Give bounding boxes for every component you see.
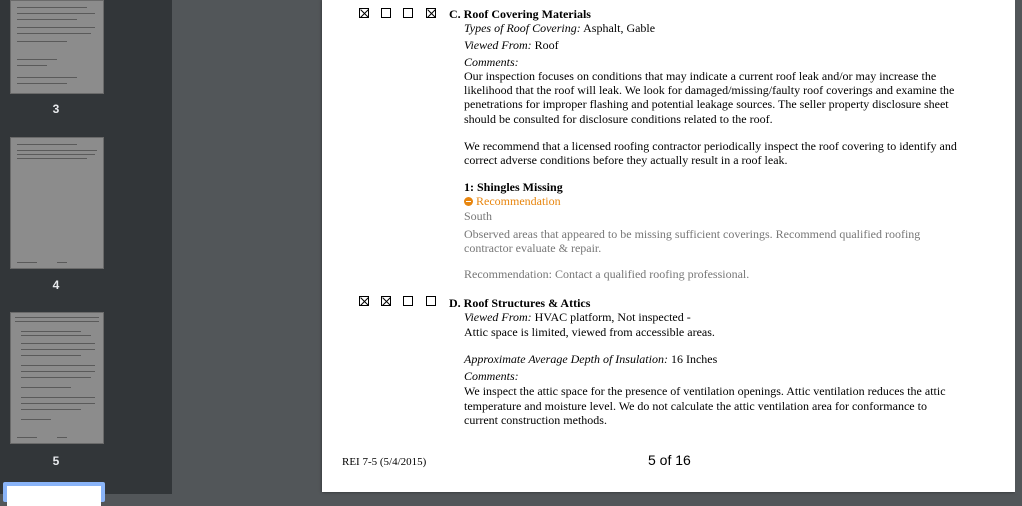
thumbnail-number: 5 xyxy=(52,454,60,468)
thumbnail-number: 3 xyxy=(52,102,60,116)
page-indicator: 5 of 16 xyxy=(648,452,691,468)
checkbox-not-inspected xyxy=(381,296,391,306)
form-id: REI 7-5 (5/4/2015) xyxy=(342,456,427,468)
comment-paragraph-line: We recommend that a licensed roofing contractor periodically inspect the roof covering to identify and xyxy=(464,139,957,153)
checkbox-not-present xyxy=(403,296,413,306)
comment-paragraph-line: correct adverse conditions before they actually result in a roof leak. xyxy=(464,153,788,167)
viewed-from: Viewed From: HVAC platform, Not inspected - xyxy=(464,310,691,324)
comment-paragraph-line: temperature and moisture level. We do not calculate the attic ventilation area for conformance to xyxy=(464,399,927,413)
page-thumbnail-5[interactable] xyxy=(10,312,104,444)
insulation-depth: Approximate Average Depth of Insulation: 16 Inches xyxy=(464,352,718,366)
checkbox-not-present xyxy=(403,8,413,18)
thumbnail-number: 4 xyxy=(52,278,60,292)
checkbox-inspected xyxy=(359,296,369,306)
issue-description-line: contractor evaluate & repair. xyxy=(464,241,602,255)
issue-recommendation: Recommendation: Contact a qualified roofing professional. xyxy=(464,267,750,281)
page-thumbnail-4[interactable] xyxy=(10,137,104,269)
issue-description-line: Observed areas that appeared to be missing sufficient coverings. Recommend qualified roofing xyxy=(464,227,921,241)
attic-note: Attic space is limited, viewed from accessible areas. xyxy=(464,325,715,339)
issue-location: South xyxy=(464,209,493,223)
comment-paragraph-line: penetrations for improper flashing and potential leakage sources. The seller property disclosure sheet xyxy=(464,97,949,111)
document-page xyxy=(322,0,1015,492)
viewed-from: Viewed From: Roof xyxy=(464,38,559,52)
page-thumbnail-6-selected[interactable] xyxy=(3,482,105,502)
recommendation-tag: Recommendation xyxy=(464,194,561,208)
comment-paragraph-line: current construction methods. xyxy=(464,413,607,427)
section-title: D. Roof Structures & Attics xyxy=(449,296,591,310)
comment-paragraph-line: We inspect the attic space for the presence of ventilation openings. Attic ventilation reduces the attic xyxy=(464,384,946,398)
comment-paragraph-line: likelihood that the roof will leak. We look for damaged/missing/faulty roof coverings and examine the xyxy=(464,83,955,97)
page-thumbnail-3[interactable] xyxy=(10,0,104,94)
thumbnail-sidebar xyxy=(0,0,172,494)
checkbox-deficient xyxy=(426,296,436,306)
section-title: C. Roof Covering Materials xyxy=(449,7,591,21)
checkbox-inspected xyxy=(359,8,369,18)
scrollbar[interactable] xyxy=(1015,0,1022,494)
comment-paragraph-line: should be consulted for disclosure conditions related to the roof. xyxy=(464,112,773,126)
types-of-roof-covering: Types of Roof Covering: Asphalt, Gable xyxy=(464,21,656,35)
checkbox-deficient xyxy=(426,8,436,18)
checkbox-not-inspected xyxy=(381,8,391,18)
issue-title: 1: Shingles Missing xyxy=(464,180,563,194)
comments-label: Comments: xyxy=(464,369,519,383)
comment-paragraph-line: Our inspection focuses on conditions that may indicate a current roof leak and/or may increase the xyxy=(464,69,937,83)
comments-label: Comments: xyxy=(464,55,519,69)
minus-circle-icon xyxy=(464,197,473,206)
